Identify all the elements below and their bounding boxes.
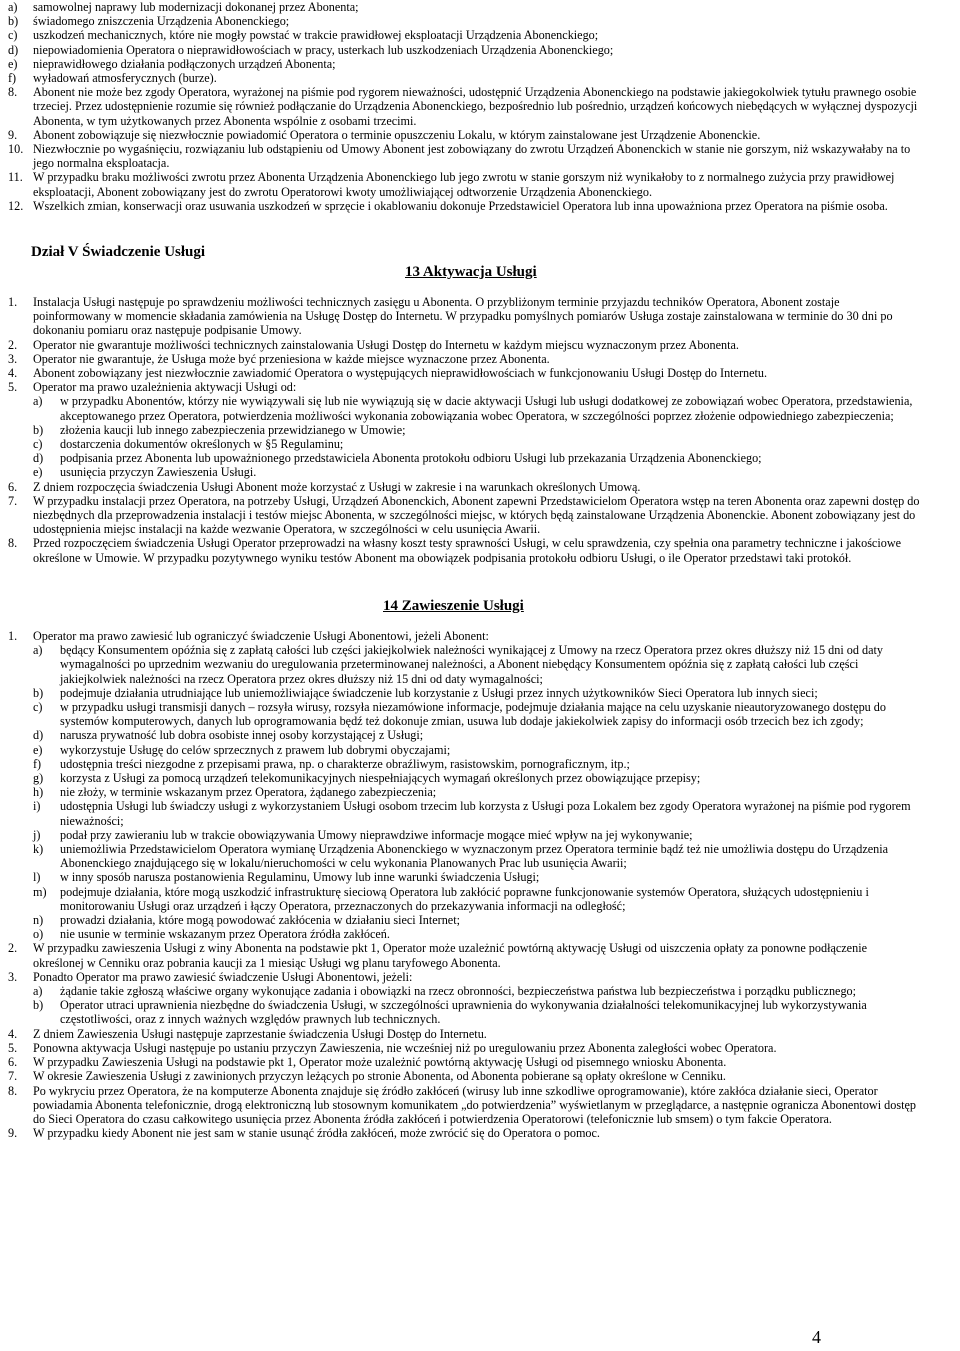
section-13-title: 13 Aktywacja Usługi bbox=[405, 264, 537, 280]
numbered-item bbox=[8, 1126, 920, 1140]
list-item-text: świadomego zniszczenia Urządzenia Abonenckiego; bbox=[33, 14, 290, 29]
numbered-item-text: Niezwłocznie po wygaśnięciu, rozwiązaniu lub odstąpieniu od Umowy Abonent jest zobowiązany do zwrotu Urządzeń Abonenckich w stanie nie gorszym, niż wskazywałaby na to jego normalna eksploatacja. bbox=[33, 142, 911, 171]
list-item-label: d) bbox=[8, 42, 19, 57]
numbered-item-text: Abonent nie może bez zgody Operatora, wyrażonej na piśmie pod rygorem nieważności, udostępnić Urządzenia Abonenckiego na podstawie jakiegokolwiek tytułu prawnego osobie trzeciej. Przez udostępnienie rozumie się również podłączanie do Urządzenia Abonenckiego, bezpośrednio lub pośrednio, urządzeń końcowych niebędących w wyłącznej dyspozycji Abonenta, w tym użytkowanych przez Abonenta wspólnie z osobami trzecimi. bbox=[33, 85, 918, 128]
numbered-item bbox=[8, 142, 928, 170]
sub-item-text: usunięcia przyczyn Zawieszenia Usługi. bbox=[60, 465, 257, 480]
numbered-item-label: 5. bbox=[8, 380, 18, 395]
list-item bbox=[8, 71, 928, 85]
numbered-item bbox=[8, 380, 920, 394]
sub-item-label: c) bbox=[33, 700, 43, 715]
sub-item-text: dostarczenia dokumentów określonych w §5 Regulaminu; bbox=[60, 437, 344, 452]
section-title: Dział V Świadczenie Usługi bbox=[31, 244, 206, 260]
list-item-label: a) bbox=[8, 0, 18, 14]
sub-item-text: nie usunie w terminie wskazanym przez Operatora źródła zakłóceń. bbox=[60, 927, 390, 942]
sub-item-text: uniemożliwia Przedstawicielom Operatora wymianę Urządzenia Abonenckiego w wyznaczonym przez Operatora terminie bądź też nie umożliwia dostępu do Urządzenia Abonenckiego znajdującego się w lokalu/nieruchomości w celu wykonania Planowanych Prac lub usunięcia Awarii; bbox=[60, 842, 889, 871]
section-13-body bbox=[8, 295, 920, 565]
numbered-item bbox=[8, 338, 920, 352]
sub-item bbox=[8, 799, 920, 827]
sub-item-label: b) bbox=[33, 998, 44, 1013]
sub-item-label: b) bbox=[33, 422, 44, 437]
sub-item bbox=[8, 785, 920, 799]
sub-item bbox=[8, 984, 920, 998]
sub-item-text: podejmuje działania utrudniające lub uniemożliwiające świadczenie lub korzystanie z Usługi przez innych użytkowników Sieci Operatora lub innych sieci; bbox=[60, 685, 818, 700]
numbered-item-label: 8. bbox=[8, 1083, 18, 1098]
numbered-item bbox=[8, 494, 920, 537]
sub-item bbox=[8, 998, 920, 1026]
list-item bbox=[8, 43, 928, 57]
sub-item bbox=[8, 870, 920, 884]
numbered-item-label: 5. bbox=[8, 1040, 18, 1055]
sub-item-label: g) bbox=[33, 771, 44, 786]
numbered-item-label: 7. bbox=[8, 1069, 18, 1084]
sub-item-label: k) bbox=[33, 842, 44, 857]
sub-item-label: f) bbox=[33, 756, 42, 771]
sub-item bbox=[8, 451, 920, 465]
sub-item bbox=[8, 927, 920, 941]
numbered-item-text: Operator ma prawo uzależnienia aktywacji Usługi od: bbox=[33, 380, 297, 395]
page-number: 4 bbox=[812, 1327, 821, 1347]
list-item bbox=[8, 14, 928, 28]
list-item bbox=[8, 57, 928, 71]
sub-item bbox=[8, 913, 920, 927]
numbered-item-text: W przypadku zawieszenia Usługi z winy Abonenta na podstawie pkt 1, Operator może uzależnić powtórną aktywację Usługi od uiszczenia opłaty za ponowne podłączenie określonej w Cenniku oraz pobrania kaucji za 1 miesiąc Usługi wg planu taryfowego Abonenta. bbox=[33, 941, 867, 970]
numbered-item-text: Operator ma prawo zawiesić lub ograniczyć świadczenie Usługi Abonentowi, jeżeli Abonent: bbox=[33, 629, 489, 643]
section-14-title: 14 Zawieszenie Usługi bbox=[383, 598, 524, 614]
sub-item-label: a) bbox=[33, 643, 43, 658]
sub-item-label: e) bbox=[33, 465, 43, 480]
numbered-item-label: 2. bbox=[8, 337, 18, 352]
list-item-text: uszkodzeń mechanicznych, które nie mogły powstać w trakcie prawidłowej eksploatacji Urządzenia Abonenckiego; bbox=[33, 28, 599, 43]
sub-item bbox=[8, 757, 920, 771]
numbered-item-text: W przypadku Zawieszenia Usługi na podstawie pkt 1, Operator może uzależnić powtórną aktywację Usługi od pisemnego wniosku Abonenta. bbox=[33, 1055, 727, 1070]
sub-item bbox=[8, 394, 920, 422]
numbered-item-text: W okresie Zawieszenia Usługi z zawinionych przyczyn leżących po stronie Abonenta, od Abonenta pobierane są opłaty określone w Cenniku. bbox=[33, 1069, 726, 1084]
sub-item bbox=[8, 686, 920, 700]
numbered-item-text: Z dniem rozpoczęcia świadczenia Usługi Abonent może korzystać z Usługi w zakresie i na warunkach określonych Umową. bbox=[33, 479, 641, 494]
sub-item bbox=[8, 771, 920, 785]
numbered-item bbox=[8, 1027, 920, 1041]
numbered-item-label: 1. bbox=[8, 295, 18, 309]
numbered-item-label: 11. bbox=[8, 170, 23, 185]
numbered-item bbox=[8, 536, 920, 564]
list-item-text: niepowiadomienia Operatora o nieprawidłowościach w pracy, usterkach lub uszkodzeniach Urządzenia Abonenckiego; bbox=[33, 42, 614, 57]
numbered-item-text: Po wykryciu przez Operatora, że na komputerze Abonenta znajduje się źródło zakłóceń (wirusy lub inne szkodliwe oprogramowanie), które zakłóca działanie sieci, Operator powiadamia Abonenta telefonicznie, drogą elektroniczną lub stosownym komunikatem „do potwierdzenia” wyświetlanym w przeglądarce, a następnie ogranicza Abonentowi dostęp do Sieci Operatora do czasu całkowitego usunięcia przez Abonenta źródła zakłóceń i potwierdzenia Operatorowi (telefonicznie lub smsem) o tym fakcie Operatora. bbox=[33, 1083, 916, 1126]
sub-item bbox=[8, 885, 920, 913]
sub-item-label: j) bbox=[33, 827, 41, 842]
top-list bbox=[0, 0, 928, 213]
sub-item-label: o) bbox=[33, 927, 44, 942]
numbered-item bbox=[8, 629, 920, 643]
sub-item-label: n) bbox=[33, 913, 44, 928]
numbered-item-text: Abonent zobowiązuje się niezwłocznie powiadomić Operatora o terminie opuszczeniu Lokalu, w którym zainstalowane jest Urządzenie Abonenckie. bbox=[33, 127, 761, 142]
numbered-item-label: 4. bbox=[8, 366, 18, 381]
numbered-item-label: 6. bbox=[8, 479, 18, 494]
sub-item-label: a) bbox=[33, 984, 43, 999]
sub-item-label: h) bbox=[33, 785, 44, 800]
sub-item bbox=[8, 743, 920, 757]
numbered-item bbox=[8, 352, 920, 366]
sub-item-text: podał przy zawieraniu lub w trakcie obowiązywania Umowy nieprawdziwe informacje mogące mieć wpływ na jej wykonywanie; bbox=[60, 827, 693, 842]
numbered-item bbox=[8, 128, 928, 142]
numbered-item-label: 2. bbox=[8, 941, 18, 956]
numbered-item-text: Abonent zobowiązany jest niezwłocznie zawiadomić Operatora o występujących nieprawidłowościach w funkcjonowaniu Usługi Dostęp do Internetu. bbox=[33, 366, 768, 381]
numbered-item-text: W przypadku instalacji przez Operatora, na potrzeby Usługi, Urządzeń Abonenckich, Abonent zapewni Przedstawicielom Operatora wstęp na teren Abonenta oraz zapewni dostęp do niezbędnych dla przeprowadzenia instalacji i testów miejsc Abonenta, w szczególności miejsc, w których będą zainstalowane Urządzenia Abonenckie. Abonent zobowiązany jest do udostępnienia miejsc instalacji na każde wezwanie Operatora, w szczególności w celu usunięcia Awarii. bbox=[33, 493, 920, 537]
sub-item bbox=[8, 423, 920, 437]
numbered-item-text: Przed rozpoczęciem świadczenia Usługi Operator przeprowadzi na własny koszt testy sprawności Usługi, w celu sprawdzenia, czy spełnia ona parametry techniczne i jakościowe określone w Umowie. W przypadku pozytywnego wyniku testów Abonent ma obowiązek podpisania protokołu odbioru Usługi, o ile Operator przedstawi taki protokół. bbox=[33, 536, 902, 565]
numbered-item-text: Ponowna aktywacja Usługi następuje po ustaniu przyczyn Zawieszenia, nie wcześniej niż po uregulowaniu przez Abonenta zaległości wobec Operatora. bbox=[33, 1040, 777, 1055]
numbered-item-text: Z dniem Zawieszenia Usługi następuje zaprzestanie świadczenia Usługi Dostęp do Internetu. bbox=[33, 1026, 487, 1041]
sub-item-label: l) bbox=[33, 870, 41, 885]
numbered-item-text: Instalacja Usługi następuje po sprawdzeniu możliwości technicznych zasięgu u Abonenta. O przybliżonym terminie przyjazdu techników Operatora, Abonent zostaje poinformowany w momencie składania zamówienia na Usługę Dostęp do Internetu. W przypadku pomyślnych pomiarów Usługa zostaje zainstalowana w terminie do 30 dni po dokonaniu pomiaru oraz następuje podpisanie Umowy. bbox=[33, 295, 893, 338]
numbered-item-label: 6. bbox=[8, 1055, 18, 1070]
sub-item bbox=[8, 465, 920, 479]
list-item-label: e) bbox=[8, 56, 18, 71]
sub-item-label: b) bbox=[33, 685, 44, 700]
numbered-item bbox=[8, 970, 920, 984]
numbered-item-label: 3. bbox=[8, 351, 18, 366]
sub-item-text: udostępnia treści niezgodne z przepisami prawa, np. o charakterze obraźliwym, rasistowskim, pornograficznym, itp.; bbox=[60, 756, 630, 771]
sub-item-text: prowadzi działania, które mogą powodować zakłócenia w działaniu sieci Internet; bbox=[60, 913, 460, 928]
numbered-item-text: Ponadto Operator ma prawo zawiesić świadczenie Usługi Abonentowi, jeżeli: bbox=[33, 969, 413, 984]
numbered-item-label: 12. bbox=[8, 198, 24, 213]
section-14-body bbox=[8, 629, 920, 1140]
sub-item-text: żądanie takie zgłoszą właściwe organy wykonujące zadania i obowiązki na rzecz obronności, bezpieczeństwa państwa lub bezpieczeństwa i porządku publicznego; bbox=[60, 984, 857, 999]
sub-item-text: nie złoży, w terminie wskazanym przez Operatora, żądanego zabezpieczenia; bbox=[60, 785, 437, 800]
numbered-item bbox=[8, 199, 928, 213]
list-item bbox=[8, 28, 928, 42]
numbered-item bbox=[8, 170, 928, 198]
numbered-item-text: Operator nie gwarantuje możliwości technicznych zainstalowania Usługi Dostęp do Internetu w każdym miejscu wyznaczonym przez Abonenta. bbox=[33, 337, 739, 352]
numbered-item bbox=[8, 295, 920, 338]
sub-item-text: będący Konsumentem opóźnia się z zapłatą całości lub części jakiejkolwiek należności wynikającej z Umowy na rzecz Operatora przez okres dłuższy niż 15 dni od daty wymagalności po uprzednim wezwaniu do uregulowania przeterminowanej należności, a Abonent niebędący Konsumentem opóźnia się z zapłatą całości lub części jakiejkolwiek należności na rzecz Operatora przez okres dłuższy niż 15 dni od daty wymagalności; bbox=[60, 643, 884, 686]
numbered-item-label: 4. bbox=[8, 1026, 18, 1041]
sub-item bbox=[8, 643, 920, 686]
numbered-item-text: Operator nie gwarantuje, że Usługa może być przeniesiona w każde miejsce wyznaczone przez Abonenta. bbox=[33, 351, 550, 366]
list-item-text: nieprawidłowego działania podłączonych urządzeń Abonenta; bbox=[33, 56, 336, 71]
numbered-item-label: 8. bbox=[8, 536, 18, 551]
numbered-item-label: 8. bbox=[8, 85, 18, 100]
numbered-item-label: 3. bbox=[8, 969, 18, 984]
sub-item-label: m) bbox=[33, 884, 47, 899]
numbered-item bbox=[8, 1084, 920, 1127]
sub-item-text: podejmuje działania, które mogą uszkodzić infrastrukturę sieciową Operatora lub zakłócić poprawne funkcjonowanie systemów Operatora, służących udostępnieniu i monitorowaniu Usługi oraz urządzeń i łączy Operatora, przeznaczonych do przekazywania informacji na odległość; bbox=[60, 884, 869, 913]
numbered-item-text: Wszelkich zmian, konserwacji oraz usuwania uszkodzeń w sprzęcie i okablowaniu dokonuje Przedstawiciel Operatora lub inna upoważniona przez Operatora na piśmie osoba. bbox=[33, 198, 888, 213]
sub-item-text: korzysta z Usługi za pomocą urządzeń telekomunikacyjnych niespełniających wymagań określonych przez obowiązujące przepisy; bbox=[60, 771, 701, 786]
numbered-item-label: 1. bbox=[8, 629, 18, 643]
list-item-text: wyładowań atmosferycznych (burze). bbox=[33, 71, 217, 86]
list-item-label: c) bbox=[8, 28, 18, 43]
numbered-item bbox=[8, 85, 928, 128]
numbered-item-label: 9. bbox=[8, 1126, 18, 1141]
list-item-text: samowolnej naprawy lub modernizacji dokonanej przez Abonenta; bbox=[33, 0, 359, 14]
sub-item-text: podpisania przez Abonenta lub upoważnionego przedstawiciela Abonenta protokołu odbioru Usługi lub przekazania Urządzenia Abonenckiego; bbox=[60, 451, 762, 466]
sub-item bbox=[8, 842, 920, 870]
numbered-item bbox=[8, 480, 920, 494]
sub-item-label: d) bbox=[33, 451, 44, 466]
sub-item-text: w przypadku Abonentów, którzy nie wywiązywali się lub nie wywiązują się w dacie aktywacji Usługi lub usługi dodatkowej ze zobowiązań wobec Operatora, przedstawienia, akceptowanego przez Operatora, potwierdzenia możliwości wykonania zobowiązania wobec Operatora, w szczególności poprzez złożenie odpowiedniego zabezpieczenia; bbox=[60, 394, 913, 423]
sub-item-text: w przypadku usługi transmisji danych – rozsyła wirusy, rozsyła niezamówione informacje, podejmuje działania mające na celu uzyskanie nieautoryzowanego dostępu do systemów komputerowych, danych lub oprogramowania będź też dokonuje zmian, usuwa lub dodaje jakiekolwiek zapisy do informacji osób trzecich bez ich zgody; bbox=[60, 700, 886, 729]
sub-item-text: narusza prywatność lub dobra osobiste innej osoby korzystającej z Usługi; bbox=[60, 728, 424, 743]
numbered-item bbox=[8, 1041, 920, 1055]
numbered-item bbox=[8, 941, 920, 969]
list-item-label: f) bbox=[8, 71, 17, 86]
sub-item-label: a) bbox=[33, 394, 43, 409]
numbered-item bbox=[8, 1055, 920, 1069]
sub-item-text: złożenia kaucji lub innego zabezpieczenia przewidzianego w Umowie; bbox=[60, 422, 406, 437]
sub-item-label: d) bbox=[33, 728, 44, 743]
sub-item bbox=[8, 828, 920, 842]
list-item-label: b) bbox=[8, 14, 19, 29]
sub-item-text: Operator utraci uprawnienia niezbędne do świadczenia Usługi, w szczególności uprawnienia do wykonywania działalności telekomunikacyjnej lub wykorzystywania częstotliwości, oraz z innych ważnych względów prawnych lub technicznych. bbox=[60, 998, 867, 1027]
sub-item-text: udostępnia Usługi lub świadczy usługi z wykorzystaniem Usługi osobom trzecim lub korzysta z Usługi poza Lokalem bez zgody Operatora wyrażonej na piśmie pod rygorem nieważności; bbox=[60, 799, 911, 828]
numbered-item-label: 10. bbox=[8, 142, 24, 157]
sub-item-label: c) bbox=[33, 437, 43, 452]
sub-item-text: wykorzystuje Usługę do celów sprzecznych z prawem lub dobrymi obyczajami; bbox=[60, 742, 451, 757]
sub-item bbox=[8, 728, 920, 742]
sub-item bbox=[8, 700, 920, 728]
sub-item-text: w inny sposób narusza postanowienia Regulaminu, Umowy lub inne warunki świadczenia Usługi; bbox=[60, 870, 540, 885]
sub-item-label: i) bbox=[33, 799, 41, 814]
numbered-item-text: W przypadku kiedy Abonent nie jest sam w stanie usunąć źródła zakłóceń, może zwrócić się do Operatora o pomoc. bbox=[33, 1126, 600, 1141]
list-item bbox=[8, 0, 928, 14]
sub-item-label: e) bbox=[33, 742, 43, 757]
numbered-item-label: 7. bbox=[8, 493, 18, 508]
numbered-item-label: 9. bbox=[8, 127, 18, 142]
numbered-item-text: W przypadku braku możliwości zwrotu przez Abonenta Urządzenia Abonenckiego lub jego zwrotu w stanie gorszym niż wynikałoby to z normalnego zużycia przy prawidłowej eksploatacji, Abonent zobowiązany jest do zwrotu Operatorowi kwoty umożliwiającej odtworzenie Urządzenia Abonenckiego. bbox=[33, 170, 895, 199]
numbered-item bbox=[8, 366, 920, 380]
numbered-item bbox=[8, 1069, 920, 1083]
sub-item bbox=[8, 437, 920, 451]
